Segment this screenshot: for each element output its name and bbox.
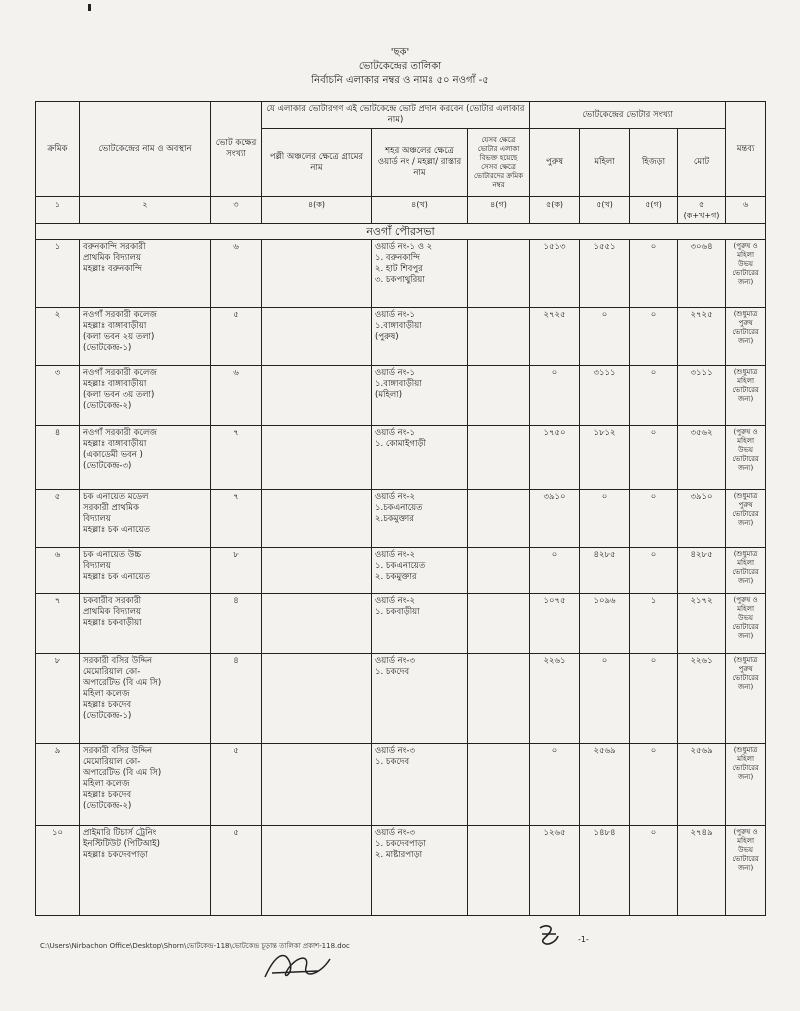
remarks-line: ভোটারের	[732, 386, 759, 394]
serial-cell: ১	[36, 240, 80, 308]
total-cell: ৩০৬৪	[678, 240, 726, 308]
partial-cell	[468, 366, 530, 426]
remarks-cell	[726, 744, 766, 826]
page-number: -1-	[578, 935, 589, 944]
remarks-line: মহিলা	[737, 559, 754, 567]
partial-cell	[468, 240, 530, 308]
center-line: প্রাইমারি টিচার্স ট্রেনিং	[83, 828, 157, 838]
urban-cell	[372, 366, 468, 426]
remarks-line: (শুধুমাত্র	[733, 492, 758, 500]
center-cell	[80, 744, 211, 826]
serial-cell: ১০	[36, 826, 80, 916]
rural-cell	[262, 594, 372, 654]
urban-line: ২.চকমুক্তার	[375, 514, 414, 524]
center-line: নওগাঁ সরকারী কলেজ	[83, 310, 157, 320]
hijra-cell: ০	[630, 548, 678, 594]
center-line: সরকারী বসির উদ্দিন	[83, 656, 153, 666]
remarks-line: ভোটারের	[732, 674, 759, 682]
rooms-cell: ৮	[211, 548, 262, 594]
urban-line: ১.বাঙ্গাবাড়ীয়া	[375, 321, 422, 331]
center-line: অপারেটিভ (বি এম সি)	[83, 678, 162, 688]
remarks-line: ভোটারের	[732, 623, 759, 631]
table-row	[36, 826, 766, 916]
col-partial: যেসব ক্ষেত্রে ভোটার এলাকা বিভক্ত হয়েছে সেসব ক্ষেত্রে ভোটারদের ক্রমিক নম্বর	[468, 129, 530, 197]
column-number: ৬	[726, 197, 766, 224]
partial-cell	[468, 490, 530, 548]
total-cell: ২২৬১	[678, 654, 726, 744]
document-header	[0, 46, 800, 88]
constituency-subtitle: নির্বাচনি এলাকার নম্বর ও নামঃ ৫০ নওগাঁ -৫	[311, 75, 489, 86]
male-cell: ০	[530, 366, 580, 426]
center-line: প্রাথমিক বিদ্যালয়	[83, 253, 142, 263]
rooms-cell: ৭	[211, 426, 262, 490]
remarks-line: ভোটারের	[732, 269, 759, 277]
rural-cell	[262, 240, 372, 308]
table-row	[36, 490, 766, 548]
column-number: ২	[80, 197, 211, 224]
remarks-line: ভোটারের	[732, 328, 759, 336]
partial-cell	[468, 826, 530, 916]
remarks-line: জন্য)	[737, 864, 754, 872]
urban-line: ওয়ার্ড নং-১	[375, 310, 416, 320]
remarks-cell	[726, 548, 766, 594]
remarks-cell	[726, 366, 766, 426]
col-total: মোট	[678, 129, 726, 197]
remarks-line: জন্য)	[737, 632, 754, 640]
center-cell	[80, 490, 211, 548]
center-line: (কলা ভবন ৩য় তলা)	[83, 390, 155, 400]
center-line: চক এনায়েত উচ্চ	[83, 550, 142, 560]
rural-cell	[262, 308, 372, 366]
center-line: (কলা ভবন ২য় তলা)	[83, 332, 155, 342]
center-line: বিদ্যালয়	[83, 514, 111, 524]
female-cell: ১৫৫১	[580, 240, 630, 308]
remarks-cell	[726, 240, 766, 308]
urban-line: ১. চকদেব	[375, 757, 410, 767]
center-line: মহল্লাঃ চক এনায়েত	[83, 525, 150, 535]
initial-signature	[536, 924, 562, 950]
rural-cell	[262, 826, 372, 916]
male-cell: ১৫১৩	[530, 240, 580, 308]
urban-cell	[372, 654, 468, 744]
remarks-line: উভয়	[738, 260, 753, 268]
remarks-line: (পুরুষ ও	[733, 242, 758, 250]
center-cell	[80, 308, 211, 366]
remarks-line: মহিলা	[737, 605, 754, 613]
center-line: (ভোটকেন্দ্র-১)	[83, 711, 132, 721]
center-line: চকবারীব সরকারী	[83, 596, 142, 606]
female-cell: ১৪৮৪	[580, 826, 630, 916]
total-cell: ২৭২৫	[678, 308, 726, 366]
center-line: সরকারী প্রাথমিক	[83, 503, 139, 513]
urban-cell	[372, 426, 468, 490]
urban-line: ওয়ার্ড নং-২	[375, 492, 416, 502]
rooms-cell: ৭	[211, 490, 262, 548]
column-number: ৫(খ)	[580, 197, 630, 224]
center-line: প্রাথমিক বিদ্যালয়	[83, 607, 142, 617]
female-cell: ১৮১২	[580, 426, 630, 490]
hijra-cell: ০	[630, 826, 678, 916]
column-number: ৫ (ক+খ+গ)	[678, 197, 726, 224]
remarks-line: (পুরুষ ও	[733, 828, 758, 836]
col-serial: ক্রমিক	[36, 102, 80, 197]
urban-cell	[372, 826, 468, 916]
remarks-line: জন্য)	[737, 577, 754, 585]
column-number: ৫(গ)	[630, 197, 678, 224]
table-row	[36, 366, 766, 426]
center-line: মহল্লাঃ বাঙ্গাবাড়ীয়া	[83, 439, 147, 449]
center-line: (ভোটকেন্দ্র-১)	[83, 343, 132, 353]
remarks-line: জন্য)	[737, 773, 754, 781]
hijra-cell: ০	[630, 744, 678, 826]
center-line: (ভোটকেন্দ্র-২)	[83, 401, 132, 411]
serial-cell: ২	[36, 308, 80, 366]
center-line: বিদ্যালয়	[83, 561, 111, 571]
rooms-cell: ৪	[211, 594, 262, 654]
partial-cell	[468, 426, 530, 490]
total-cell: ২১৭২	[678, 594, 726, 654]
center-cell	[80, 594, 211, 654]
rural-cell	[262, 490, 372, 548]
column-number: ১	[36, 197, 80, 224]
remarks-line: পুরুষ	[738, 665, 753, 673]
col-area-group: যে এলাকার ভোটারগণ এই ভোটকেন্দ্রে ভোট প্রদান করবেন (ভোটার এলাকার নাম)	[262, 102, 530, 129]
female-cell: ১০৯৬	[580, 594, 630, 654]
table-row	[36, 744, 766, 826]
center-line: মহল্লাঃ বাঙ্গাবাড়ীয়া	[83, 321, 147, 331]
serial-cell: ৫	[36, 490, 80, 548]
remarks-line: জন্য)	[737, 395, 754, 403]
urban-line: ২. মাষ্টারপাড়া	[375, 850, 423, 860]
male-cell: ১২৬৫	[530, 826, 580, 916]
male-cell: ১৭৫০	[530, 426, 580, 490]
male-cell: ৩৯১০	[530, 490, 580, 548]
remarks-line: জন্য)	[737, 278, 754, 286]
document-title: ভোটকেন্দ্রের তালিকা	[358, 61, 442, 72]
remarks-line: মহিলা	[737, 437, 754, 445]
urban-line: ১. কোমাইগাড়ী	[375, 439, 426, 449]
urban-cell	[372, 744, 468, 826]
remarks-line: ভোটারের	[732, 764, 759, 772]
remarks-line: ভোটারের	[732, 855, 759, 863]
column-number: ৪(গ)	[468, 197, 530, 224]
center-line: মহিলা কলেজ	[83, 689, 130, 699]
col-urban: শহর অঞ্চলের ক্ষেত্রে ওয়ার্ড নং / মহল্লা/ রাস্তার নাম	[372, 129, 468, 197]
remarks-line: মহিলা	[737, 251, 754, 259]
urban-line: ওয়ার্ড নং-১ ও ২	[375, 242, 433, 252]
female-cell: ৩১১১	[580, 366, 630, 426]
center-cell	[80, 426, 211, 490]
center-line: সরকারী বসির উদ্দিন	[83, 746, 153, 756]
rooms-cell: ৬	[211, 366, 262, 426]
form-code: 'ছক'	[390, 47, 410, 58]
urban-line: ২. চকমুক্তার	[375, 572, 417, 582]
column-number: ৩	[211, 197, 262, 224]
center-line: বরুনকান্দি সরকারী	[83, 242, 146, 252]
file-path-footer: C:\Users\Nirbachon Office\Desktop\Shorn\ভোটকেন্দ্র-118\ভোটকেন্দ্র চূড়ান্ত তালিকা প্রকাশ-118.doc	[40, 942, 350, 950]
col-center: ভোটকেন্দ্রের নাম ও অবস্থান	[80, 102, 211, 197]
total-cell: ২৫৬৯	[678, 744, 726, 826]
center-cell	[80, 826, 211, 916]
scan-mark	[88, 4, 91, 11]
column-number: ৪(ক)	[262, 197, 372, 224]
serial-cell: ৯	[36, 744, 80, 826]
center-cell	[80, 548, 211, 594]
remarks-cell	[726, 490, 766, 548]
urban-line: ১.বাঙ্গাবাড়ীয়া	[375, 379, 422, 389]
female-cell: ২৫৬৯	[580, 744, 630, 826]
urban-cell	[372, 308, 468, 366]
center-cell	[80, 654, 211, 744]
rooms-cell: ৫	[211, 744, 262, 826]
center-line: নওগাঁ সরকারী কলেজ	[83, 368, 157, 378]
section-row	[36, 224, 766, 240]
serial-cell: ৩	[36, 366, 80, 426]
urban-line: ওয়ার্ড নং-৩	[375, 746, 416, 756]
remarks-line: (শুধুমাত্র	[733, 310, 758, 318]
center-line: মহল্লাঃ চকদেব	[83, 700, 132, 710]
male-cell: ২৭২৫	[530, 308, 580, 366]
total-cell: ৪২৮৫	[678, 548, 726, 594]
table-row	[36, 594, 766, 654]
remarks-line: উভয়	[738, 446, 753, 454]
urban-line: ২. হাট শিবপুর	[375, 264, 423, 274]
urban-line: ১.চকএনায়েত	[375, 503, 423, 513]
total-cell: ২৭৪৯	[678, 826, 726, 916]
urban-line: (মহিলা)	[375, 390, 403, 400]
center-line: মহল্লাঃ চকদেবপাড়া	[83, 850, 148, 860]
male-cell: ২২৬১	[530, 654, 580, 744]
female-cell: ৪২৮৫	[580, 548, 630, 594]
hijra-cell: ০	[630, 654, 678, 744]
serial-cell: ৪	[36, 426, 80, 490]
remarks-line: (শুধুমাত্র	[733, 550, 758, 558]
serial-cell: ৮	[36, 654, 80, 744]
center-line: (ভোটকেন্দ্র-২)	[83, 801, 132, 811]
column-number: ৪(খ)	[372, 197, 468, 224]
rural-cell	[262, 548, 372, 594]
remarks-line: জন্য)	[737, 683, 754, 691]
col-female: মহিলা	[580, 129, 630, 197]
remarks-line: জন্য)	[737, 519, 754, 527]
remarks-line: (পুরুষ ও	[733, 428, 758, 436]
hijra-cell: ০	[630, 490, 678, 548]
signature-scribble	[260, 945, 335, 989]
col-male: পুরুষ	[530, 129, 580, 197]
male-cell: ০	[530, 548, 580, 594]
urban-line: ১. বরুনকান্দি	[375, 253, 420, 263]
header-row-1	[36, 102, 766, 129]
center-cell	[80, 240, 211, 308]
center-line: ইনস্টিটিউট (পিটিআই)	[83, 839, 160, 849]
total-cell: ৩৯১০	[678, 490, 726, 548]
urban-line: ওয়ার্ড নং-১	[375, 428, 416, 438]
center-line: মহল্লাঃ চকদেব	[83, 790, 132, 800]
serial-cell: ৬	[36, 548, 80, 594]
urban-line: ৩. চকপাথুরিয়া	[375, 275, 425, 285]
table-row	[36, 548, 766, 594]
rural-cell	[262, 366, 372, 426]
column-number: ৫(ক)	[530, 197, 580, 224]
remarks-line: (শুধুমাত্র	[733, 368, 758, 376]
urban-line: ১. চকবাড়ীয়া	[375, 607, 420, 617]
remarks-line: মহিলা	[737, 377, 754, 385]
remarks-line: উভয়	[738, 614, 753, 622]
urban-cell	[372, 548, 468, 594]
rural-cell	[262, 426, 372, 490]
remarks-line: ভোটারের	[732, 510, 759, 518]
remarks-line: মহিলা	[737, 837, 754, 845]
urban-line: (পুরুষ)	[375, 332, 399, 342]
remarks-line: পুরুষ	[738, 319, 753, 327]
center-line: অপারেটিভ (বি এম সি)	[83, 768, 162, 778]
center-line: মহিলা কলেজ	[83, 779, 130, 789]
col-rooms: ভোট কক্ষের সংখ্যা	[211, 102, 262, 197]
remarks-line: মহিলা	[737, 755, 754, 763]
rooms-cell: ৫	[211, 308, 262, 366]
center-line: মহল্লাঃ বাঙ্গাবাড়ীয়া	[83, 379, 147, 389]
rooms-cell: ৬	[211, 240, 262, 308]
female-cell: ০	[580, 490, 630, 548]
center-line: (ভোটকেন্দ্র-৩)	[83, 461, 132, 471]
center-line: চক এনায়েত মডেল	[83, 492, 149, 502]
remarks-line: (শুধুমাত্র	[733, 656, 758, 664]
remarks-cell	[726, 826, 766, 916]
table-row	[36, 426, 766, 490]
table-row	[36, 654, 766, 744]
col-hijra: হিজড়া	[630, 129, 678, 197]
partial-cell	[468, 654, 530, 744]
female-cell: ০	[580, 654, 630, 744]
col-voters-group: ভোটকেন্দ্রের ভোটার সংখ্যা	[530, 102, 726, 129]
center-cell	[80, 366, 211, 426]
remarks-line: জন্য)	[737, 464, 754, 472]
remarks-line: (পুরুষ ও	[733, 596, 758, 604]
male-cell: ১০৭৫	[530, 594, 580, 654]
urban-cell	[372, 240, 468, 308]
hijra-cell: ০	[630, 308, 678, 366]
col-remarks: মন্তব্য	[726, 102, 766, 197]
remarks-line: (শুধুমাত্র	[733, 746, 758, 754]
center-line: মেমোরিয়াল কো-	[83, 667, 141, 677]
center-line: মেমোরিয়াল কো-	[83, 757, 141, 767]
female-cell: ০	[580, 308, 630, 366]
col-rural: পল্লী অঞ্চলের ক্ষেত্রে গ্রামের নাম	[262, 129, 372, 197]
remarks-cell	[726, 594, 766, 654]
hijra-cell: ০	[630, 366, 678, 426]
urban-line: ওয়ার্ড নং-২	[375, 550, 416, 560]
rural-cell	[262, 654, 372, 744]
partial-cell	[468, 594, 530, 654]
urban-line: ১. চকএনায়েত	[375, 561, 426, 571]
remarks-cell	[726, 308, 766, 366]
column-number-row	[36, 197, 766, 224]
partial-cell	[468, 548, 530, 594]
urban-line: ১. চকদেব	[375, 667, 410, 677]
rooms-cell: ৫	[211, 826, 262, 916]
remarks-line: পুরুষ	[738, 501, 753, 509]
urban-line: ওয়ার্ড নং-৩	[375, 656, 416, 666]
rural-cell	[262, 744, 372, 826]
hijra-cell: ০	[630, 240, 678, 308]
center-line: মহল্লাঃ চকবাড়ীয়া	[83, 618, 142, 628]
remarks-line: জন্য)	[737, 337, 754, 345]
total-cell: ৩৫৬২	[678, 426, 726, 490]
section-title: নওগাঁ পৌরসভা	[36, 224, 766, 240]
table-row	[36, 308, 766, 366]
center-line: নওগাঁ সরকারী কলেজ	[83, 428, 157, 438]
urban-line: ওয়ার্ড নং-৩	[375, 828, 416, 838]
remarks-cell	[726, 426, 766, 490]
center-line: মহল্লাঃ চক এনায়েত	[83, 572, 150, 582]
urban-cell	[372, 594, 468, 654]
urban-cell	[372, 490, 468, 548]
male-cell: ০	[530, 744, 580, 826]
urban-line: ওয়ার্ড নং-২	[375, 596, 416, 606]
urban-line: ওয়ার্ড নং-১	[375, 368, 416, 378]
total-cell: ৩১১১	[678, 366, 726, 426]
serial-cell: ৭	[36, 594, 80, 654]
remarks-line: ভোটারের	[732, 455, 759, 463]
rooms-cell: ৪	[211, 654, 262, 744]
center-line: (একাডেমী ভবন )	[83, 450, 143, 460]
partial-cell	[468, 744, 530, 826]
table-row	[36, 240, 766, 308]
partial-cell	[468, 308, 530, 366]
urban-line: ১. চকদেবপাড়া	[375, 839, 426, 849]
polling-center-table	[35, 101, 766, 916]
remarks-cell	[726, 654, 766, 744]
center-line: মহল্লাঃ বরুনকান্দি	[83, 264, 142, 274]
hijra-cell: ১	[630, 594, 678, 654]
hijra-cell: ০	[630, 426, 678, 490]
remarks-line: ভোটারের	[732, 568, 759, 576]
remarks-line: উভয়	[738, 846, 753, 854]
